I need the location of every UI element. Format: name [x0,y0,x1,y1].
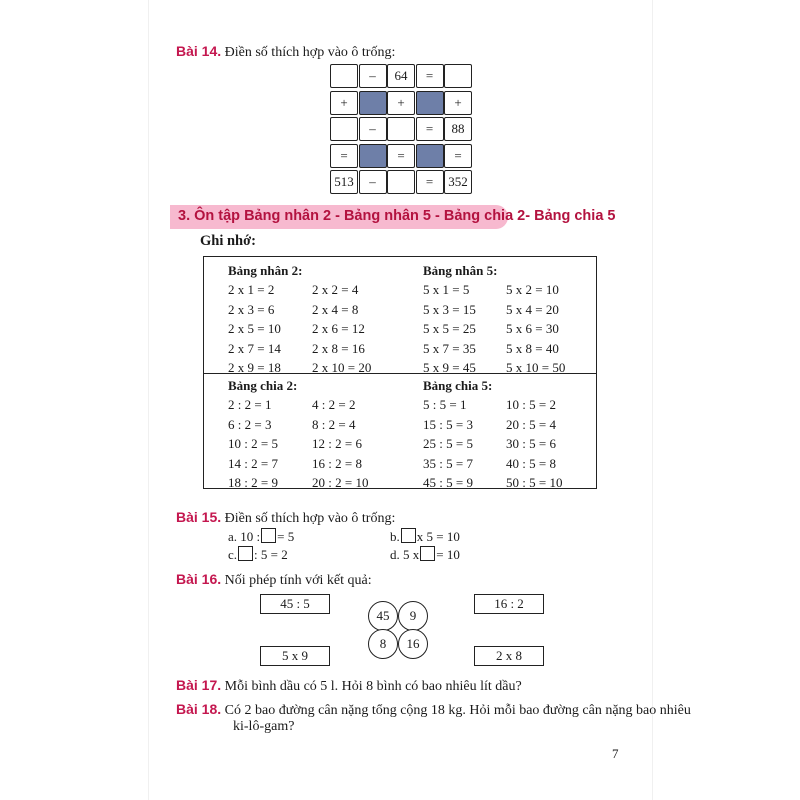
chia2-fact: 8 : 2 = 4 [312,416,356,432]
nhan2-fact: 2 x 1 = 2 [228,282,275,297]
bai18-heading [176,700,691,720]
chia2-fact: 12 : 2 = 6 [312,436,362,451]
shaded-cell [416,91,444,115]
chia5-title: Bảng chia 5: [423,378,493,393]
nhan2-fact: 2 x 5 = 10 [228,321,281,336]
nhan2-fact: 2 x 4 = 8 [312,301,359,317]
grid-cell: + [444,91,472,115]
grid-cell: = [416,64,444,88]
chia2-fact: 2 : 2 = 1 [228,397,272,412]
bai18-line1: Có 2 bao đường cân nặng tổng cộng 18 kg. Hỏi mỗi bao đường cân nặng bao nhiêu [224,703,691,718]
bai15-b [390,528,460,545]
shaded-cell [359,144,387,168]
grid-cell: – [359,64,387,88]
result-circle[interactable]: 16 [398,629,428,659]
chia2-fact: 16 : 2 = 8 [312,455,362,471]
chia5-fact: 10 : 5 = 2 [506,397,556,412]
grid-cell[interactable] [387,117,415,141]
grid-cell: 64 [387,64,415,88]
chia5-fact: 35 : 5 = 7 [423,455,473,471]
bai15-c-post: : 5 = 2 [254,547,288,562]
answer-box[interactable] [420,546,435,561]
chia2-fact: 14 : 2 = 7 [228,455,278,471]
section3-banner [170,205,616,229]
bai15-tag: Bài 15. [176,509,222,525]
chia5-fact: 25 : 5 = 5 [423,436,473,451]
nhan5-fact: 5 x 9 = 45 [423,360,476,375]
grid-cell[interactable] [330,64,358,88]
bai14-heading [176,42,395,62]
result-circle[interactable]: 45 [368,601,398,631]
op-box[interactable]: 5 x 9 [260,646,330,666]
grid-cell: – [359,117,387,141]
bai14-text: Điền số thích hợp vào ô trống: [224,45,396,60]
grid-cell: 352 [444,170,472,194]
chia5-fact: 50 : 5 = 10 [506,475,563,490]
bai15-a-pre: a. 10 : [228,529,261,544]
bai15-d-pre: d. 5 x [390,547,420,562]
bai15-heading [176,508,395,528]
grid-cell: = [416,170,444,194]
answer-box[interactable] [401,528,416,543]
bai16-tag: Bài 16. [176,571,222,587]
bai15-b-post: x 5 = 10 [416,529,460,544]
bai15-c-pre: c. [228,547,238,562]
nhan5-fact: 5 x 2 = 10 [506,282,559,297]
op-box[interactable]: 16 : 2 [474,594,544,614]
chia5-fact: 45 : 5 = 9 [423,475,473,490]
chia2-fact: 18 : 2 = 9 [228,475,278,490]
bai15-c [228,546,288,563]
nhan5-fact: 5 x 8 = 40 [506,340,559,356]
grid-cell: = [444,144,472,168]
bai15-d-post: = 10 [436,547,460,562]
grid-cell[interactable] [330,117,358,141]
grid-cell: – [359,170,387,194]
chia2-fact: 4 : 2 = 2 [312,397,356,412]
grid-cell: + [387,91,415,115]
op-box[interactable]: 2 x 8 [474,646,544,666]
chia5-fact: 40 : 5 = 8 [506,455,556,471]
bai18-line2: ki-lô-gam? [233,719,295,734]
bai17-text: Mỗi bình dầu có 5 l. Hỏi 8 bình có bao nhiêu lít dầu? [224,679,522,694]
nhan2-fact: 2 x 7 = 14 [228,340,281,356]
grid-cell: = [416,117,444,141]
grid-cell[interactable] [444,64,472,88]
nhan5-fact: 5 x 6 = 30 [506,321,559,336]
grid-cell: = [330,144,358,168]
bai18-tag: Bài 18. [176,701,222,717]
nhan2-fact: 2 x 3 = 6 [228,301,275,317]
result-circle[interactable]: 9 [398,601,428,631]
nhan2-title: Bảng nhân 2: [228,263,303,278]
section3-title: 3. Ôn tập Bảng nhân 2 - Bảng nhân 5 - Bảng chia 2- Bảng chia 5 [178,208,616,224]
nhan2-fact: 2 x 9 = 18 [228,360,281,375]
page-number: 7 [612,746,619,761]
grid-cell: 88 [444,117,472,141]
bai16-heading [176,570,372,590]
bai15-a [228,528,294,545]
grid-cell[interactable] [387,170,415,194]
nhan5-fact: 5 x 7 = 35 [423,340,476,356]
grid-cell: 513 [330,170,358,194]
chia2-fact: 20 : 2 = 10 [312,475,369,490]
nhan5-fact: 5 x 1 = 5 [423,282,470,297]
nhan2-fact: 2 x 6 = 12 [312,321,365,336]
bai14-tag: Bài 14. [176,43,222,59]
result-circle[interactable]: 8 [368,629,398,659]
nhan5-title: Bảng nhân 5: [423,263,498,278]
nhan2-fact: 2 x 8 = 16 [312,340,365,356]
chia5-fact: 20 : 5 = 4 [506,416,556,432]
shaded-cell [416,144,444,168]
chia5-fact: 15 : 5 = 3 [423,416,473,432]
chia2-title: Bảng chia 2: [228,378,298,393]
nhan5-fact: 5 x 4 = 20 [506,301,559,317]
answer-box[interactable] [238,546,253,561]
bai17-tag: Bài 17. [176,677,222,693]
nhan5-fact: 5 x 3 = 15 [423,301,476,317]
nhan2-fact: 2 x 10 = 20 [312,360,372,375]
ghi-nho-label: Ghi nhớ: [200,233,256,249]
chia5-fact: 5 : 5 = 1 [423,397,467,412]
answer-box[interactable] [261,528,276,543]
nhan5-fact: 5 x 10 = 50 [506,360,566,375]
bai16-text: Nối phép tính với kết quả: [224,573,372,588]
shaded-cell [359,91,387,115]
memory-table [203,256,597,489]
nhan2-fact: 2 x 2 = 4 [312,282,359,297]
grid-cell: = [387,144,415,168]
grid-cell: + [330,91,358,115]
bai15-text: Điền số thích hợp vào ô trống: [224,511,396,526]
op-box[interactable]: 45 : 5 [260,594,330,614]
nhan5-fact: 5 x 5 = 25 [423,321,476,336]
bai15-d [390,546,460,563]
bai15-b-pre: b. [390,529,400,544]
chia5-fact: 30 : 5 = 6 [506,436,556,451]
chia2-fact: 6 : 2 = 3 [228,416,272,432]
bai15-a-post: = 5 [277,529,295,544]
chia2-fact: 10 : 2 = 5 [228,436,278,451]
bai17-heading [176,676,522,696]
